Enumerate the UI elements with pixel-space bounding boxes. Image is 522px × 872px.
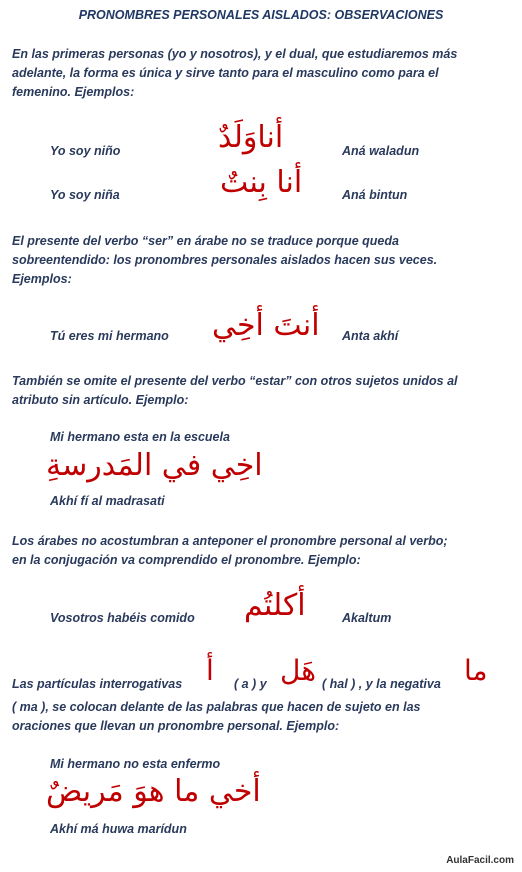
paragraph-5-line-3: oraciones que llevan un pronombre personal. Ejemplo: [12, 719, 340, 733]
paragraph-4-line-1: Los árabes no acostumbran a anteponer el pronombre personal al verbo; [12, 534, 448, 548]
example-3-arabic: أنتَ أخِي [212, 308, 320, 343]
example-5-transliteration: Akaltum [342, 611, 392, 625]
example-1-transliteration: Aná waladun [342, 144, 420, 158]
example-6-spanish: Mi hermano no esta enfermo [50, 757, 221, 771]
example-2-transliteration: Aná bintun [342, 188, 408, 202]
example-3-spanish: Tú eres mi hermano [50, 329, 169, 343]
paragraph-2-line-3: Ejemplos: [12, 272, 72, 286]
example-1-spanish: Yo soy niño [50, 144, 121, 158]
example-5-arabic: أكلتُم [244, 588, 306, 623]
paragraph-5-arabic-a: أ [206, 654, 214, 687]
paragraph-4-line-2: en la conjugación va comprendido el pronombre. Ejemplo: [12, 553, 361, 567]
page-title: PRONOMBRES PERSONALES AISLADOS: OBSERVACIONES [78, 8, 444, 22]
paragraph-3-line-1: También se omite el presente del verbo “estar” con otros sujetos unidos al [12, 374, 458, 388]
example-5-spanish: Vosotros habéis comido [50, 611, 195, 625]
example-3-transliteration: Anta akhí [342, 329, 399, 343]
example-4-arabic: اخِي في المَدرسةِ [46, 448, 263, 483]
paragraph-1-line-3: femenino. Ejemplos: [12, 85, 135, 99]
paragraph-5-part-3: ( hal ) , y la negativa [322, 677, 441, 691]
example-6-arabic: أخي ما هوَ مَريضٌ [46, 774, 261, 809]
paragraph-1-line-2: adelante, la forma es única y sirve tanto para el masculino como para el [12, 66, 439, 80]
example-6-transliteration: Akhí má huwa marídun [50, 822, 187, 836]
brand-watermark: AulaFacil.com [446, 855, 514, 866]
paragraph-5-arabic-ma: ما [464, 654, 488, 687]
example-1-arabic: أناوَلَدٌ [218, 120, 284, 155]
paragraph-5-part-1: Las partículas interrogativas [12, 677, 183, 691]
paragraph-5-part-2: ( a ) y [234, 677, 267, 691]
example-4-spanish: Mi hermano esta en la escuela [50, 430, 230, 444]
example-4-transliteration: Akhí fí al madrasati [50, 494, 165, 508]
paragraph-1-line-1: En las primeras personas (yo y nosotros), y el dual, que estudiaremos más [12, 47, 458, 61]
example-2-spanish: Yo soy niña [50, 188, 120, 202]
paragraph-2-line-1: El presente del verbo “ser” en árabe no se traduce porque queda [12, 234, 399, 248]
paragraph-5-line-2: ( ma ), se colocan delante de las palabras que hacen de sujeto en las [12, 700, 421, 714]
paragraph-5-arabic-hal: هَل [280, 654, 316, 687]
example-2-arabic: أنا بِنتٌ [220, 165, 303, 200]
paragraph-3-line-2: atributo sin artículo. Ejemplo: [12, 393, 189, 407]
paragraph-2-line-2: sobreentendido: los pronombres personales aislados hacen sus veces. [12, 253, 438, 267]
